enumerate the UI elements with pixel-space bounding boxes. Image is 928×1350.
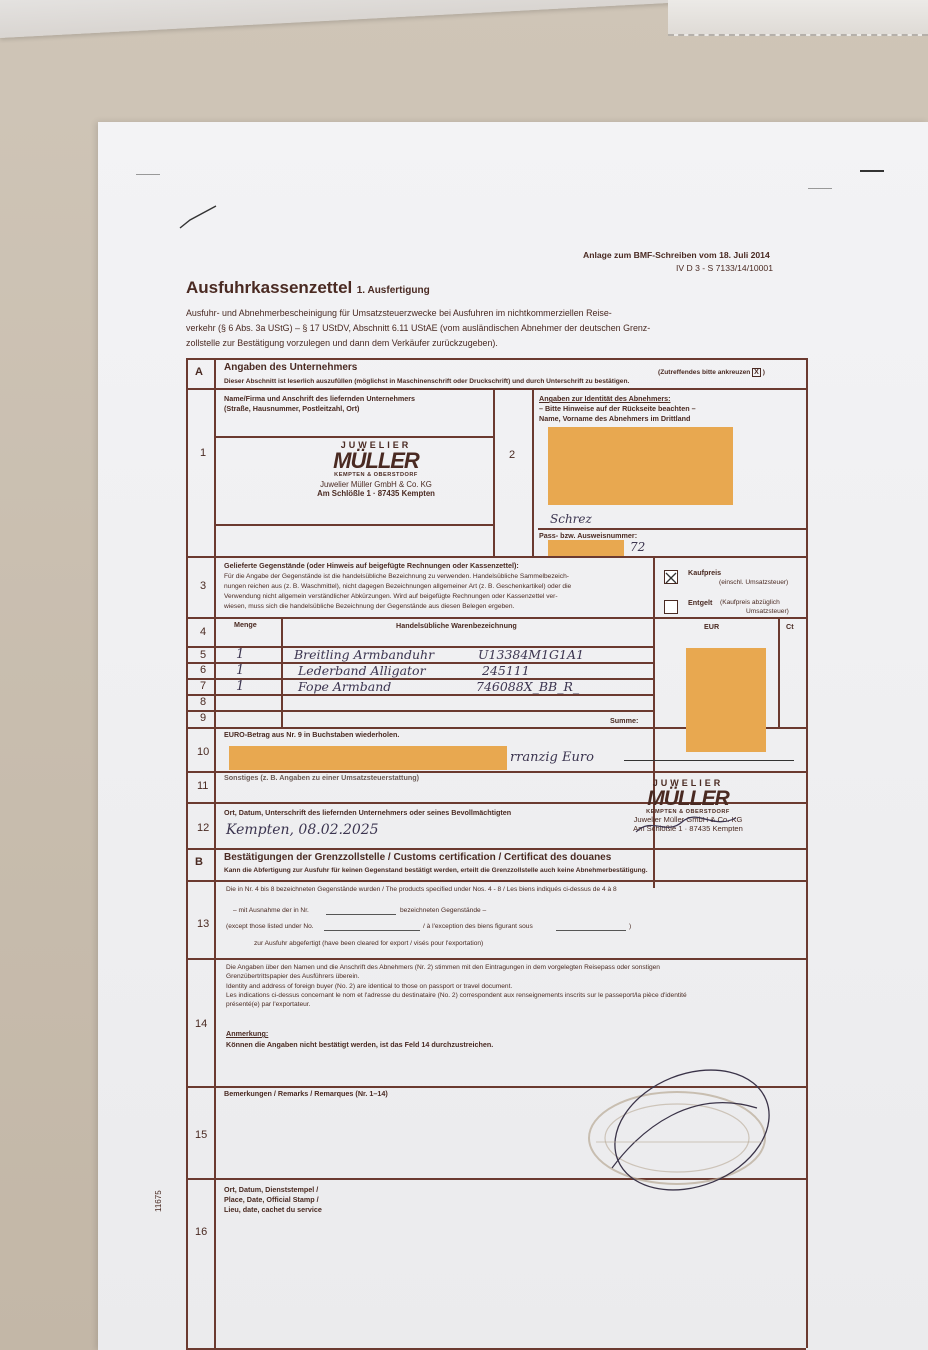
- field-13-line-3a: (except those listed under No.: [226, 923, 314, 930]
- logo-main-text: MÜLLER: [333, 448, 419, 473]
- ministry-reference: IV D 3 - S 7133/14/10001: [676, 263, 773, 273]
- item-code: U13384M1G1A1: [478, 647, 584, 662]
- anlage-reference: Anlage zum BMF-Schreiben vom 18. Juli 2014: [583, 250, 770, 260]
- item-description: Breitling Armbanduhr: [294, 647, 435, 662]
- redacted-passport-number: [548, 540, 624, 556]
- pen-mark: [176, 200, 222, 232]
- section-b-title: Bestätigungen der Grenzzollstelle / Customs certification / Certificat des douanes: [224, 852, 612, 863]
- handwritten-signature-field2: Schrez: [550, 512, 592, 526]
- form-title: [186, 278, 430, 298]
- field-10-label: EURO-Betrag aus Nr. 9 in Buchstaben wiederholen.: [224, 730, 400, 739]
- field-14-line-2: Grenzübertrittspapier des Ausführers überein.: [226, 973, 360, 980]
- field-16-label-3: Lieu, date, cachet du service: [224, 1205, 322, 1214]
- stamp-sub-text: KEMPTEN & OBERSTDORF: [646, 809, 730, 815]
- grid-line: [186, 1348, 806, 1350]
- field-1-number: 1: [200, 447, 207, 459]
- grid-line: [186, 958, 806, 960]
- item-code: 245111: [482, 663, 530, 678]
- intro-line-3: zollstelle zur Bestätigung vorzulegen und dann dem Verkäufer zurückzugeben).: [186, 338, 498, 348]
- tick-note: [658, 368, 765, 377]
- form-title-suffix: 1. Ausfertigung: [356, 285, 430, 296]
- grid-line: [214, 358, 216, 1348]
- kaufpreis-label: Kaufpreis: [688, 568, 722, 577]
- stamp-company-address: Am Schlößle 1 · 87435 Kempten: [633, 824, 743, 833]
- customs-stamp: [582, 1068, 782, 1198]
- grid-line: [538, 528, 806, 530]
- row-number: 6: [200, 664, 207, 676]
- section-b-letter: B: [195, 856, 203, 868]
- field-2-label-2: – Bitte Hinweise auf der Rückseite beachten –: [539, 404, 696, 413]
- field-13-number: 13: [197, 918, 210, 930]
- field-3-text-2: nungen reichen aus (z. B. Waschmittel), nicht dagegen Bezeichnungen allgemeiner Art (z. B. Geschenkartikel) oder die: [224, 583, 572, 590]
- blank-line: [326, 914, 396, 915]
- passport-label: Pass- bzw. Ausweisnummer:: [539, 531, 638, 540]
- company-logo: [296, 440, 456, 498]
- field-13-line-3b: / à l'exception des biens figurant sous: [423, 923, 533, 930]
- blank-line: [556, 930, 626, 931]
- col-eur-header: EUR: [704, 622, 720, 631]
- field-12-number: 12: [197, 822, 210, 834]
- blank-line: [324, 930, 420, 931]
- registration-mark: [136, 174, 160, 175]
- grid-line: [186, 880, 806, 882]
- field-16-label-2: Place, Date, Official Stamp /: [224, 1195, 319, 1204]
- field-11-number: 11: [197, 780, 209, 792]
- company-name: Juwelier Müller GmbH & Co. KG: [320, 480, 432, 489]
- field-14-line-4: Les indications ci-dessus concernant le nom et l'adresse du destinataire (No. 2) correspondent aux renseignements inscrits sur le passeport/la pièce d'identité: [226, 992, 687, 999]
- tick-note-close: ): [762, 369, 765, 376]
- field-1-label: Name/Firma und Anschrift des liefernden Unternehmers: [224, 394, 416, 403]
- grid-line: [214, 436, 493, 438]
- field-15-label: Bemerkungen / Remarks / Remarques (Nr. 1–14): [224, 1089, 388, 1098]
- field-16-label-1: Ort, Datum, Dienststempel /: [224, 1185, 319, 1194]
- logo-top-text: JUWELIER: [340, 440, 412, 450]
- kaufpreis-checkbox[interactable]: [664, 570, 678, 584]
- section-a-note: Dieser Abschnitt ist leserlich auszufüllen (möglichst in Maschinenschrift oder Druckschrift) und durch Unterschrift zu bestätigen.: [224, 378, 630, 385]
- field-13-line-1: Die in Nr. 4 bis 8 bezeichneten Gegenstände wurden / The products specified under Nos. 4 - 8 / Les biens indiqués ci-dessus de 4 à 8: [226, 886, 617, 893]
- grid-line: [778, 617, 780, 727]
- row-number: 5: [200, 649, 207, 661]
- check-x-icon: [665, 572, 677, 584]
- field-3-text-4: wiesen, muss sich die handelsübliche Bezeichnung der Gegenstände aus diesen Belegen ergeben.: [224, 603, 515, 610]
- grid-line: [532, 388, 534, 556]
- redacted-amount-words: [229, 746, 507, 770]
- tick-note-text: (Zutreffendes bitte ankreuzen: [658, 369, 751, 376]
- item-quantity: 1: [236, 663, 245, 678]
- col-bezeichnung-header: Handelsübliche Warenbezeichnung: [396, 621, 517, 630]
- registration-mark: [808, 188, 832, 189]
- redacted-amounts: [686, 648, 766, 752]
- col-menge-header: Menge: [234, 620, 257, 629]
- amount-words-line: [624, 760, 794, 761]
- item-quantity: 1: [236, 647, 245, 662]
- grid-line: [186, 617, 806, 619]
- remark-text: Können die Angaben nicht bestätigt werden, ist das Feld 14 durchzustreichen.: [226, 1040, 494, 1049]
- row-4-number: 4: [200, 626, 207, 638]
- company-address: Am Schlößle 1 · 87435 Kempten: [317, 489, 435, 498]
- field-12-label: Ort, Datum, Unterschrift des liefernden Unternehmers oder seines Bevollmächtigten: [224, 808, 512, 817]
- entgelt-sub-2: Umsatzsteuer): [746, 608, 789, 615]
- field-15-number: 15: [195, 1129, 208, 1141]
- entgelt-label: Entgelt: [688, 598, 713, 607]
- entgelt-checkbox[interactable]: [664, 600, 678, 614]
- redacted-buyer-name: [548, 427, 733, 505]
- field-16-number: 16: [195, 1226, 208, 1238]
- place-date-handwritten: Kempten, 08.02.2025: [226, 822, 379, 838]
- field-13-line-2b: bezeichneten Gegenstände –: [400, 907, 487, 914]
- row-number: 7: [200, 680, 207, 692]
- grid-line: [186, 710, 653, 712]
- logo-sub-text: KEMPTEN & OBERSTDORF: [334, 472, 418, 478]
- row-number: 9: [200, 712, 207, 724]
- kaufpreis-sub: (einschl. Umsatzsteuer): [719, 579, 789, 586]
- field-14-line-1: Die Angaben über den Namen und die Anschrift des Abnehmers (Nr. 2) stimmen mit den Eintragungen in dem vorgelegten Reisepass oder sonstigen: [226, 964, 660, 971]
- passport-number-tail: 72: [630, 540, 646, 554]
- field-13-line-4: zur Ausfuhr abgefertigt (have been cleared for export / visés pour l'exportation): [254, 940, 484, 947]
- entgelt-sub-1: (Kaufpreis abzüglich: [720, 599, 780, 606]
- document-page: [98, 122, 928, 1350]
- field-3-title: Gelieferte Gegenstände (oder Hinweis auf beigefügte Rechnungen oder Kassenzettel):: [224, 561, 519, 570]
- field-11-label: Sonstiges (z. B. Angaben zu einer Umsatzsteuerstattung): [224, 773, 420, 782]
- col-ct-header: Ct: [786, 622, 794, 631]
- field-3-text-3: Verwendung nicht allgemein verständlicher Abkürzungen. Wird auf beigefügte Rechnungen oder Kassenzettel ver-: [224, 593, 558, 600]
- field-3-text-1: Für die Angabe der Gegenstände ist die handelsübliche Bezeichnung zu verwenden. Handelsübliche Sammelbezeich-: [224, 573, 569, 580]
- grid-line: [214, 524, 493, 526]
- stamp-company-name: Juwelier Müller GmbH & Co. KG: [633, 815, 743, 824]
- intro-line-2: verkehr (§ 6 Abs. 3a UStG) – § 17 UStDV, Abschnitt 6.11 UStAE (vom ausländischen Abnehmer der deutschen Grenz-: [186, 323, 651, 333]
- section-a-title: Angaben des Unternehmers: [224, 362, 358, 373]
- remark-title: Anmerkung:: [226, 1029, 269, 1038]
- grid-line: [186, 388, 806, 390]
- grid-line: [806, 358, 808, 1348]
- tick-box: X: [754, 369, 759, 376]
- field-3-number: 3: [200, 580, 207, 592]
- field-14-number: 14: [195, 1018, 208, 1030]
- field-13-line-3c: ): [629, 923, 632, 930]
- amount-words-handwritten: rranzig Euro: [510, 750, 594, 765]
- background-folder: [668, 0, 928, 36]
- field-2-number: 2: [509, 449, 516, 461]
- field-13-line-2a: – mit Ausnahme der in Nr.: [233, 907, 309, 914]
- field-2-label: Angaben zur Identität des Abnehmers:: [539, 394, 671, 403]
- intro-line-1: Ausfuhr- und Abnehmerbescheinigung für Umsatzsteuerzwecke bei Ausfuhren im nichtkommerziellen Reise-: [186, 308, 612, 318]
- item-quantity: 1: [236, 679, 245, 694]
- grid-line: [186, 358, 806, 360]
- grid-line: [186, 678, 653, 680]
- field-2-label-3: Name, Vorname des Abnehmers im Drittland: [539, 414, 691, 423]
- stamp-main-text: MÜLLER: [647, 787, 729, 810]
- stamp-top-text: JUWELIER: [652, 778, 724, 788]
- section-a-letter: A: [195, 366, 203, 378]
- row-number: 8: [200, 696, 207, 708]
- field-10-number: 10: [197, 746, 210, 758]
- grid-line: [186, 848, 806, 850]
- stamp-signature: [632, 812, 742, 840]
- item-description: Lederband Alligator: [298, 663, 426, 678]
- grid-line: [186, 694, 653, 696]
- grid-line: [186, 556, 806, 558]
- section-b-note: Kann die Abfertigung zur Ausfuhr für keinen Gegenstand bestätigt werden, erteilt die Grenzzollstelle auch keine Abnehmerbestätigung.: [224, 867, 648, 874]
- grid-line: [493, 388, 495, 556]
- form-title-main: Ausfuhrkassenzettel: [186, 278, 353, 297]
- item-code: 746088X_BB_R_: [476, 679, 580, 694]
- corner-mark: [860, 170, 884, 172]
- grid-line: [186, 358, 188, 1348]
- field-14-line-5: présenté(e) par l'exportateur.: [226, 1001, 311, 1008]
- form-side-number: 11675: [154, 1190, 163, 1212]
- field-14-line-3: Identity and address of foreign buyer (No. 2) are identical to those on passport or travel document.: [226, 983, 513, 990]
- item-description: Fope Armband: [298, 679, 392, 694]
- summe-label: Summe:: [610, 716, 639, 725]
- field-1-label-2: (Straße, Hausnummer, Postleitzahl, Ort): [224, 404, 360, 413]
